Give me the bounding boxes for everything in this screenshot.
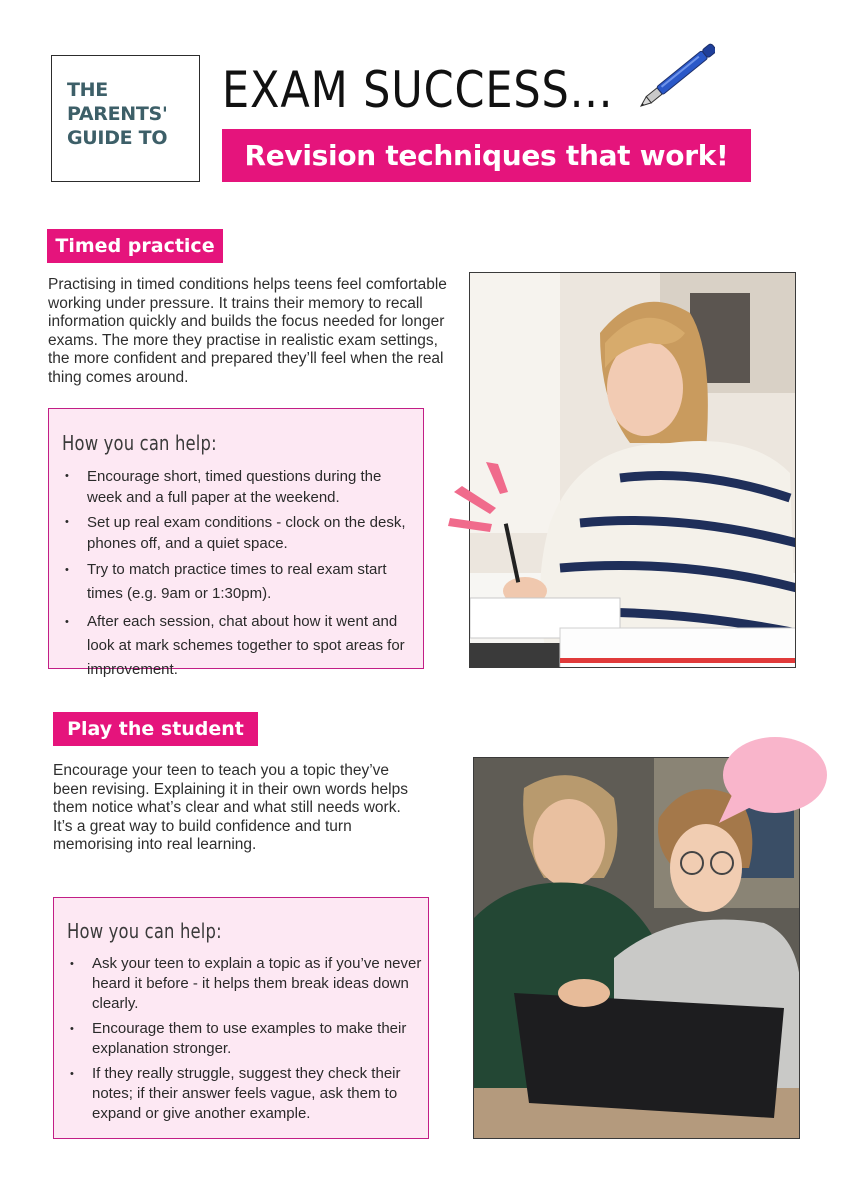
bullet-icon: • bbox=[70, 1068, 74, 1080]
list-item bbox=[61, 466, 416, 508]
logo-line: GUIDE TO bbox=[67, 127, 168, 149]
help-list bbox=[61, 466, 416, 686]
speech-bubble-icon bbox=[715, 735, 827, 827]
section-heading-play-the-student: Play the student bbox=[53, 712, 258, 746]
section-intro: Practising in timed conditions helps teens feel comfortable working under pressure. It trains their memory to recall information quickly and builds the focus needed for longer exams. The more they practise in realistic exam settings, the more confident and prepared they’ll feel when the real thing comes around. bbox=[48, 276, 447, 386]
list-item-text: Encourage them to use examples to make their explanation stronger. bbox=[92, 1020, 407, 1057]
help-box bbox=[53, 897, 429, 1139]
bullet-icon: • bbox=[65, 564, 69, 576]
section-intro: Encourage your teen to teach you a topic they’ve been revising. Explaining it in their own words helps them notice what’s clear and what still needs work. It’s a great way to build confidence and turn memorising into real learning. bbox=[53, 762, 408, 854]
list-item-text: If they really struggle, suggest they check their notes; if their answer feels vague, ask them to expand or give another example. bbox=[92, 1065, 401, 1122]
help-box-title: How you can help: bbox=[62, 431, 217, 455]
list-item bbox=[61, 558, 416, 606]
bullet-icon: • bbox=[65, 616, 69, 628]
list-item-text: Ask your teen to explain a topic as if you’ve never heard it before - it helps them break ideas down clearly. bbox=[92, 955, 422, 1012]
bullet-icon: • bbox=[65, 516, 69, 528]
bullet-icon: • bbox=[70, 1023, 74, 1035]
list-item bbox=[61, 610, 416, 682]
logo bbox=[51, 55, 200, 182]
logo-line: THE bbox=[67, 79, 108, 101]
bullet-icon: • bbox=[70, 958, 74, 970]
logo-line: PARENTS' bbox=[67, 103, 168, 125]
help-box bbox=[48, 408, 424, 678]
section-heading-timed-practice: Timed practice bbox=[47, 229, 223, 263]
help-list bbox=[66, 954, 436, 1129]
list-item bbox=[61, 512, 416, 554]
pen-icon bbox=[635, 36, 715, 111]
subtitle-banner: Revision techniques that work! bbox=[222, 129, 751, 182]
list-item-text: Encourage short, timed questions during the week and a full paper at the weekend. bbox=[87, 468, 382, 506]
burst-icon bbox=[448, 462, 518, 548]
help-box-title: How you can help: bbox=[67, 919, 222, 943]
list-item bbox=[66, 1064, 436, 1124]
bullet-icon: • bbox=[65, 470, 69, 482]
list-item-text: Try to match practice times to real exam start times (e.g. 9am or 1:30pm). bbox=[87, 561, 387, 602]
photo-student-writing bbox=[469, 272, 796, 668]
list-item-text: After each session, chat about how it went and look at mark schemes together to spot areas for improvement. bbox=[87, 613, 405, 678]
page-title: EXAM SUCCESS... bbox=[222, 61, 614, 119]
list-item bbox=[66, 954, 436, 1014]
list-item bbox=[66, 1019, 436, 1059]
list-item-text: Set up real exam conditions - clock on the desk, phones off, and a quiet space. bbox=[87, 514, 406, 552]
